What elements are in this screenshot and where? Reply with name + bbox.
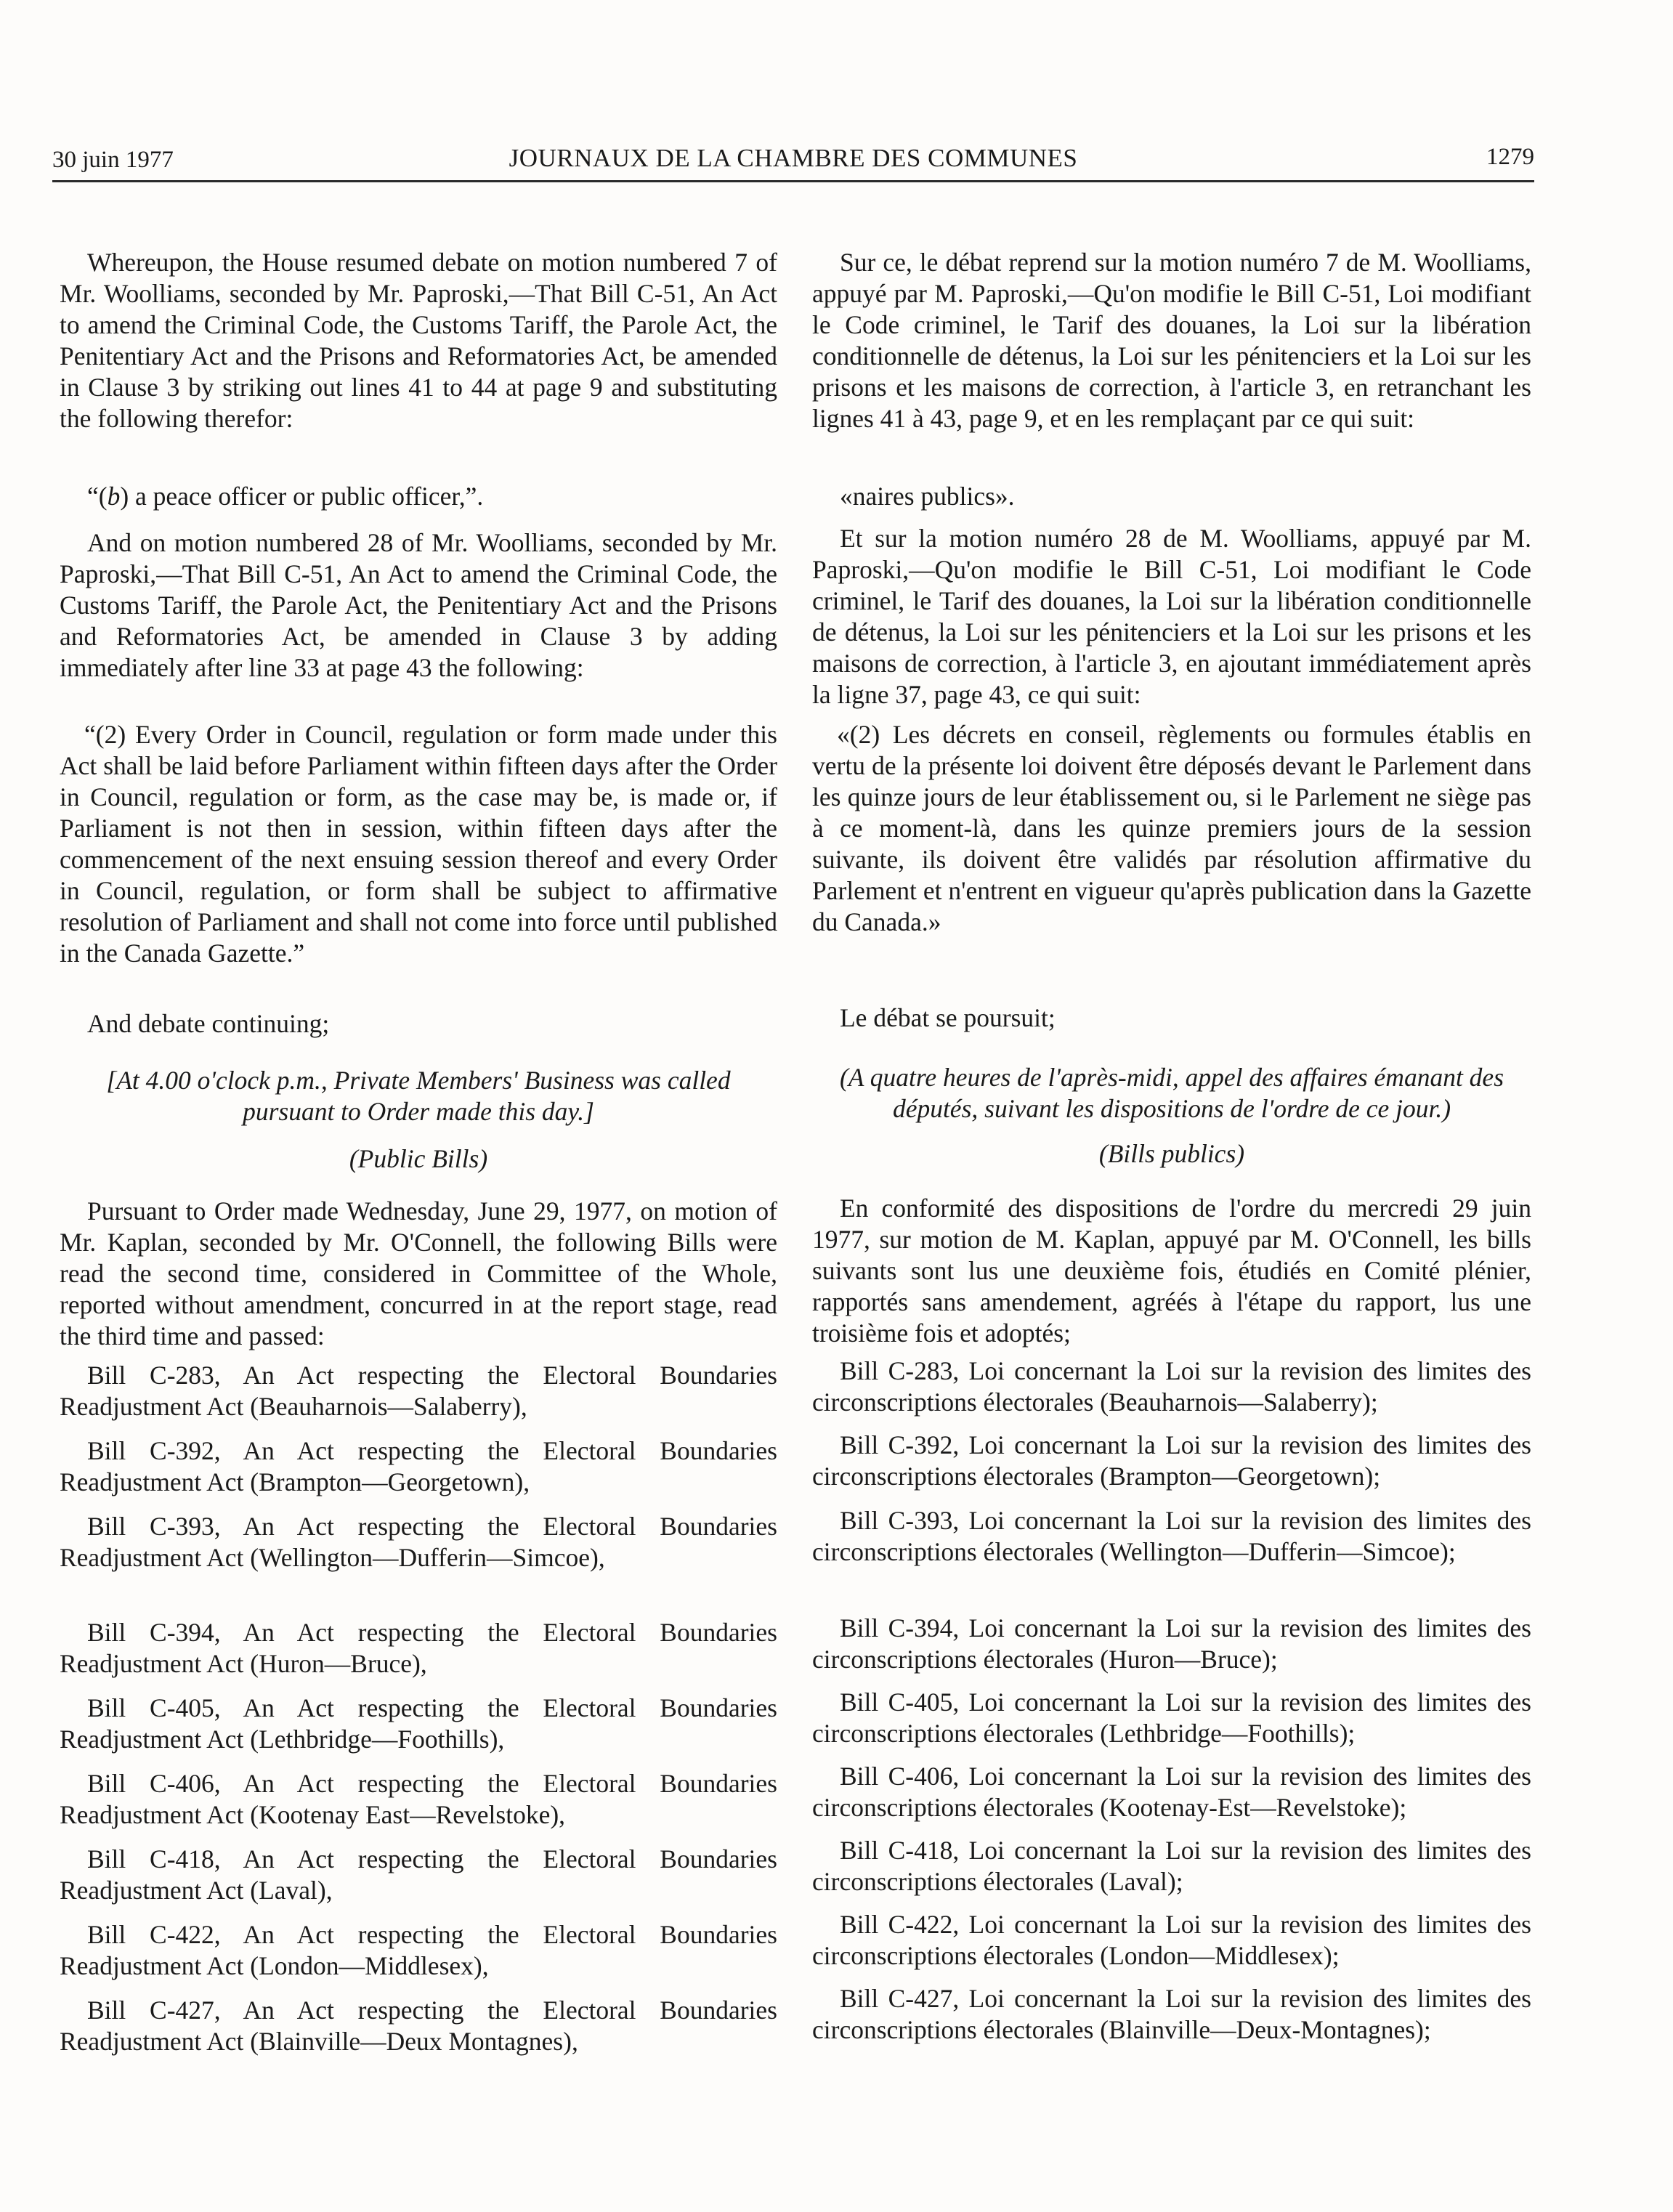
fr-paragraph-motion-28: Et sur la motion numéro 28 de M. Woolliams, appuyé par M. Paproski,—Qu'on modifie le Bill C-51, Loi modifiant le Code criminel, le Tarif des douanes, la Loi sur la libération conditionnelle de détenus, la Loi sur les pénitenciers et la Loi sur les prisons et les maisons de correction, à l'article 3, en ajoutant immédiatement après la ligne 37, page 43, ce qui suit: <box>812 524 1531 709</box>
en-bill-c393: Bill C-393, An Act respecting the Electoral Boundaries Readjustment Act (Wellington—Dufferin—Simcoe), <box>60 1512 777 1572</box>
en-subheading-public-bills: (Public Bills) <box>349 1144 488 1173</box>
en-quote-order-in-council: “(2) Every Order in Council, regulation or form made under this Act shall be laid before Parliament within fifteen days after the Order in Council, regulation or form, as the case may be, is made or, if Parliament is not then in session, within fifteen days after the commencement of the next ensuing session thereof and every Order in Council, regulation, or form shall be subject to affirmative resolution of Parliament and shall not come into force until published in the Canada Gazette.” <box>60 720 777 968</box>
en-bill-c392: Bill C-392, An Act respecting the Electoral Boundaries Readjustment Act (Brampton—Georgetown), <box>60 1436 777 1496</box>
fr-subheading-bills-publics: (Bills publics) <box>1098 1139 1245 1168</box>
fr-bill-c418: Bill C-418, Loi concernant la Loi sur la revision des limites des circonscriptions électorales (Laval); <box>812 1836 1531 1896</box>
en-bill-c405: Bill C-405, An Act respecting the Electoral Boundaries Readjustment Act (Lethbridge—Foothills), <box>60 1693 777 1754</box>
en-paragraph-motion-7: Whereupon, the House resumed debate on motion numbered 7 of Mr. Woolliams, seconded by Mr. Paproski,—That Bill C-51, An Act to amend the Criminal Code, the Customs Tariff, the Parole Act, the Penitentiary Act and the Prisons and Reformatories Act, be amended in Clause 3 by striking out lines 41 to 44 at page 9 and substituting the following therefor: <box>60 248 777 433</box>
page-header <box>52 142 1534 182</box>
fr-quote-naires-publics: «naires publics». <box>840 482 1015 511</box>
en-paragraph-pursuant: Pursuant to Order made Wednesday, June 29, 1977, on motion of Mr. Kaplan, seconded by Mr. O'Connell, the following Bills were read the second time, considered in Committee of the Whole, reported without amendment, concurred in at the report stage, read the third time and passed: <box>60 1196 777 1350</box>
en-quote-peace-officer <box>60 481 777 512</box>
fr-private-members-note: (A quatre heures de l'après-midi, appel des affaires émanant des députés, suivant les dispositions de l'ordre de ce jour.) <box>839 1063 1504 1123</box>
en-paragraph-motion-28: And on motion numbered 28 of Mr. Woolliams, seconded by Mr. Paproski,—That Bill C-51, An Act to amend the Criminal Code, the Customs Tariff, the Parole Act, the Penitentiary Act and the Prisons and Reformatories Act, be amended in Clause 3 by adding immediately after line 33 at page 43 the following: <box>60 528 777 682</box>
fr-bill-c393: Bill C-393, Loi concernant la Loi sur la revision des limites des circonscriptions électorales (Wellington—Dufferin—Simcoe); <box>812 1506 1531 1566</box>
fr-bill-c427: Bill C-427, Loi concernant la Loi sur la revision des limites des circonscriptions électorales (Blainville—Deux-Montagnes); <box>812 1984 1531 2044</box>
fr-paragraph-conformite: En conformité des dispositions de l'ordre du mercredi 29 juin 1977, sur motion de M. Kaplan, appuyé par M. O'Connell, les bills suivants sont lus une deuxième fois, étudiés en Comité plénier, rapportés sans amendement, agréés à l'étape du rapport, lus une troisième fois et adoptés; <box>812 1194 1531 1348</box>
en-private-members-note: [At 4.00 o'clock p.m., Private Members' Business was called pursuant to Order made this day.] <box>106 1066 731 1126</box>
en-debate-continuing: And debate continuing; <box>87 1009 330 1038</box>
en-bill-c427: Bill C-427, An Act respecting the Electoral Boundaries Readjustment Act (Blainville—Deux Montagnes), <box>60 1996 777 2056</box>
fr-quote-decrets: «(2) Les décrets en conseil, règlements ou formules établis en vertu de la présente loi doivent être déposés devant le Parlement dans les quinze jours de leur établissement ou, si le Parlement ne siège pas à ce moment-là, dans les quinze premiers jours de la session suivante, ils doivent être validés par résolution affirmative du Parlement et n'entrent en vigueur qu'après publication dans la Gazette du Canada.» <box>812 720 1531 936</box>
en-bill-c406: Bill C-406, An Act respecting the Electoral Boundaries Readjustment Act (Kootenay East—Revelstoke), <box>60 1769 777 1829</box>
header-date: 30 juin 1977 <box>52 147 174 173</box>
fr-debate-continuing: Le débat se poursuit; <box>840 1003 1056 1032</box>
fr-paragraph-motion-7: Sur ce, le débat reprend sur la motion numéro 7 de M. Woolliams, appuyé par M. Paproski,—Qu'on modifie le Bill C-51, Loi modifiant le Code criminel, le Tarif des douanes, la Loi sur la libération conditionnelle de détenus, la Loi sur les pénitenciers et la Loi sur les prisons et les maisons de correction, à l'article 3, en retranchant les lignes 41 à 43, page 9, et en les remplaçant par ce qui suit: <box>812 248 1531 433</box>
en-bill-c422: Bill C-422, An Act respecting the Electoral Boundaries Readjustment Act (London—Middlesex), <box>60 1920 777 1980</box>
fr-bill-c422: Bill C-422, Loi concernant la Loi sur la revision des limites des circonscriptions électorales (London—Middlesex); <box>812 1910 1531 1970</box>
en-quote-open: “( <box>87 482 108 511</box>
page-number: 1279 <box>1486 144 1534 170</box>
fr-bill-c406: Bill C-406, Loi concernant la Loi sur la revision des limites des circonscriptions électorales (Kootenay-Est—Revelstoke); <box>812 1762 1531 1822</box>
en-quote-letter: b <box>107 482 121 511</box>
fr-bill-c405: Bill C-405, Loi concernant la Loi sur la revision des limites des circonscriptions électorales (Lethbridge—Foothills); <box>812 1688 1531 1748</box>
en-bill-c283: Bill C-283, An Act respecting the Electoral Boundaries Readjustment Act (Beauharnois—Salaberry), <box>60 1361 777 1421</box>
fr-bill-c283: Bill C-283, Loi concernant la Loi sur la revision des limites des circonscriptions électorales (Beauharnois—Salaberry); <box>812 1356 1531 1417</box>
fr-bill-c394: Bill C-394, Loi concernant la Loi sur la revision des limites des circonscriptions électorales (Huron—Bruce); <box>812 1613 1531 1674</box>
header-title: JOURNAUX DE LA CHAMBRE DES COMMUNES <box>509 144 1078 172</box>
en-bill-c394: Bill C-394, An Act respecting the Electoral Boundaries Readjustment Act (Huron—Bruce), <box>60 1618 777 1678</box>
en-quote-rest: ) a peace officer or public officer,”. <box>120 482 484 511</box>
en-bill-c418: Bill C-418, An Act respecting the Electoral Boundaries Readjustment Act (Laval), <box>60 1844 777 1905</box>
fr-bill-c392: Bill C-392, Loi concernant la Loi sur la revision des limites des circonscriptions électorales (Brampton—Georgetown); <box>812 1430 1531 1491</box>
